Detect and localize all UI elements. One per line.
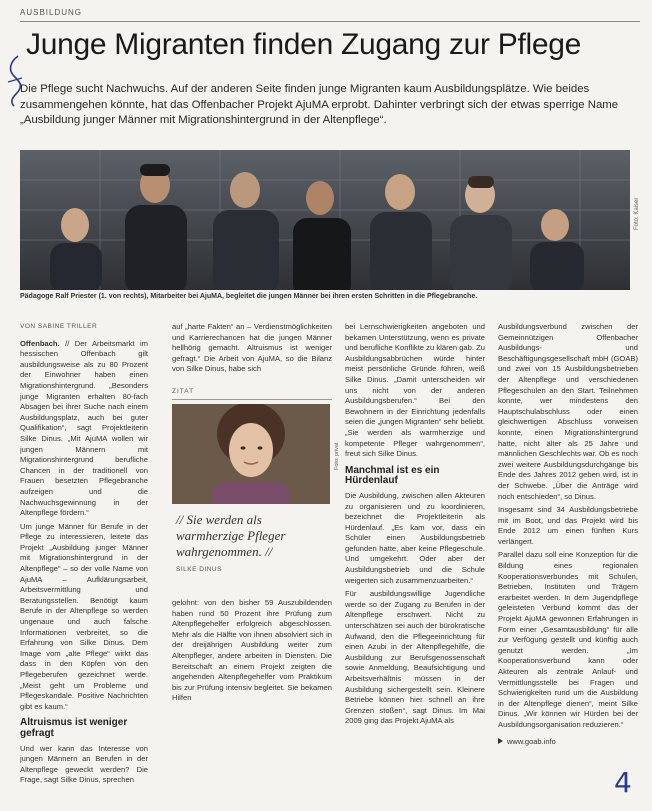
handwritten-page-number [608, 764, 638, 798]
quote-author: SILKE DINUS [176, 566, 222, 573]
subheading: Manchmal ist es ein Hürdenlauf [345, 464, 440, 487]
quote-text: // Sie werden als warmherzige Pfleger wahrgenommen. // [176, 512, 286, 559]
portrait-photo [172, 404, 330, 504]
headline: Junge Migranten finden Zugang zur Pflege [26, 28, 582, 61]
web-link-text[interactable]: www.goab.info [507, 736, 556, 746]
section-rubric: AUSBILDUNG [20, 8, 83, 17]
article-column-3 [345, 322, 485, 800]
article-column-1 [20, 322, 148, 800]
quote-divider [172, 399, 332, 400]
dateline: Offenbach. [20, 338, 60, 348]
paragraph-text: // Der Arbeitsmarkt im hessischen Offenbach gilt ausbildungsweise als zu 80 Prozent der Einwohner haben einen Migrationshintergrund. „Besonders junge Migranten erhalten 80-fach Absagen bei ihrer Suche nach einem Ausbildungsplatz, auch bei guter Qualifikation“, sagt Projektleiterin Silke Dinus. „Mit AjuMA wollen wir jungen Männern mit Migrationshintergrund berufliche Chancen in der traditionell von Frauen besetzten Pflegebranche aufzeigen und die Nachwuchsgewinnung in der Altenpflege fördern.“ [20, 338, 148, 518]
paragraph: Parallel dazu soll eine Konzeption für die Bildung eines regionalen Kooperationsverbundes mit Schulen, Betrieben, Instituten und Trägern erarbeitet werden. In dem Jugendpflege geleisteten Verbund kommt das der Projekt AjuMA gewonnen Erfahrungen in Form einer „Gesamtausbildung“ für alle zur Verfügung gestellt und künftig auch genutzt werden. „Im Kooperationsverbund kann oder Akteuren als zentrale Anlauf- und Vermittlungsstelle bei Fragen und Schwierigkeiten rund um die Ausbildung in der Altenpflege dienen“, meint Silke Dinus. „Wir können wir Hürden bei der Ausbildungsorganisation reduzieren.“ [498, 550, 638, 729]
portrait-credit: Foto: privat [334, 442, 340, 470]
article-column-2-top [172, 322, 332, 382]
article-column-4 [498, 322, 638, 800]
quote-box [172, 388, 332, 596]
lead-paragraph: Die Pflege sucht Nachwuchs. Auf der anderen Seite finden junge Migranten kaum Ausbildungsplätze. Wie beides zusammengehen könnte, hat das Offenbacher Projekt AjuMA erprobt. Dahinter verbringt sich der etwas sperrige Name „Ausbildung junger Männer mit Migrationshintergrund in der Altenpflege“. [20, 83, 619, 126]
group-photo [20, 150, 630, 290]
byline: VON SABINE TRILLER [20, 323, 98, 330]
paragraph: bei Lernschwierigkeiten angeboten und bekamen Unterstützung, wenn es private und berufliche Konflikte zu klären gab. Zu Ausbildungsabbrüchen würde hinter meist persönliche Gründe führen, weiß Silke Dinus. „Damit unterscheiden wir uns nicht von der anderen Ausbildungsberufen.“ Bei den Bewohnern in der Einrichtung jedenfalls seien die „jungen Migranten“ sehr beliebt. „Sie werden als warmherzige und kompetente Pfleger wahrgenommen“, freut sich Silke Dinus. [345, 322, 485, 459]
paragraph: Die Ausbildung, zwischen allen Akteuren zu organisieren und zu koordinieren, bezeichnet die Projektleiterin als Hürdenlauf. „Es kam vor, dass ein Schüler einen Ausbildungsbetrieb gefunden hatte, aber keine Pflegeschule. Und umgekehrt. Oder aber der Ausbildungsbetrieb und die Schule weigerten sich zusammenzuarbeiten.“ [345, 490, 485, 585]
photo-credit: Foto: Kaiser [634, 197, 640, 230]
paragraph: auf „harte Fakten“ an – Verdienstmöglichkeiten und Karrierechancen hat die jungen Männer hellhörig gemacht. Altruismus ist weniger gefragt.“ Die Arbeit von AjuMA, so die Bilanz von Silke Dinus, habe sich [172, 322, 332, 374]
group-photo-illustration [20, 150, 630, 290]
photo-caption: Pädagoge Ralf Priester (1. von rechts), Mitarbeiter bei AjuMA, begleitet die jungen Männer bei ihren ersten Schritten in die Pflegebranche. [20, 293, 478, 300]
web-link[interactable] [498, 737, 638, 748]
rubric-divider [20, 21, 640, 22]
paragraph: gelohnt: von den bisher 59 Auszubildenden haben rund 50 Prozent ihre Prüfung zum Altenpflegehelfer erfolgreich abgeschlossen. Mehr als die Hälfte von ihnen absolviert sich in der dreijährigen Ausbildung weiter zum Altenpfleger, andere arbeiten in Diensten. Die Bereitschaft an einem Projekt zeigten die angehenden Altenpflegehelfer vom Praktikum bis zur Prüfung intensiv begleitet. Sie bekamen Hilfen [172, 598, 332, 703]
arrow-right-icon [498, 738, 503, 744]
paragraph [20, 339, 148, 519]
paragraph: Ausbildungsverbund zwischen der Gemeinnützigen Offenbacher Ausbildungs- und Beschäftigungsgesellschaft mbH (GOAB) und zwei von 15 Ausbildungsbetrieben der Altenpflege und verschiedenen Pflegeschulen an den Start. Teilnehmen konnte, wer mindestens den Hauptschulabschluss oder einen gleichwertigen Abschluss vorweisen konnte, einen Migrationshintergrund hatte, nicht älter als 25 Jahre und männlichen Geschlechts war. Ob es noch zwei weitere Ausbildungsdurchgänge bis Ende des Jahres 2012 geben wird, ist in der Schwebe. „Über die Anträge wird noch entschieden“, so Dinus. [498, 322, 638, 501]
quote-label: ZITAT [172, 388, 195, 395]
article-column-2-bottom [172, 598, 332, 803]
paragraph: Insgesamt sind 34 Ausbildungsbetriebe mit im Boot, und das Projekt wird bis Ende 2012 um einen fünften Kurs verlängert. [498, 505, 638, 546]
portrait-illustration [172, 404, 330, 504]
paragraph: Um junge Männer für Berufe in der Pflege zu interessieren, leitete das Projekt „Ausbildung junger Männer mit Migrationshintergrund in der Altenpflege“ – so der volle Name von AjuMA – Aufklärungsarbeit, Arbeitsvermittlung und Beratungsstellen. Benötigt kaum Berufe in der Altenpflege so werden ungenaue und auch falsche Informationen verbreitet, so die Erfahrung von Silke Dinus. Dem Image vom „alte Pflege“ wirkt das dass in den Köpfen von den Pflegeberufen gezeichnet werde. „Meist geht um Probleme und Pflegeskandale. Positive Nachrichten gibt es kaum.“ [20, 521, 148, 711]
subheading: Altruismus ist weniger gefragt [20, 717, 128, 739]
page-number: 4 [614, 766, 632, 798]
paragraph: Und wer kann das Interesse von jungen Männern an Berufen in der Altenpflege geweckt werden? Die Frage, sagt Silke Dinus, sprechen [20, 743, 148, 785]
paragraph: Für ausbildungswillige Jugendliche werde so der Zugang zu Berufen in der Altenpflege erschwert. Nicht zu unterschätzen sei auch der bürokratische Aufwand, den die Pflegeeinrichtung für einen Azubi in der Altenpflegehilfe, die Ausbildung zur Berufsgenossenschaft sowie Anmeldung, Beaufsichtigung und Arbeitsverhältnis müssen in der Ausbildung sichergestellt sein. Kleinere Betriebe können hier schnell an ihre Grenzen stoßen“, sagt Dinus. Im Mai 2009 ging das Projekt AjuMA als [345, 589, 485, 726]
